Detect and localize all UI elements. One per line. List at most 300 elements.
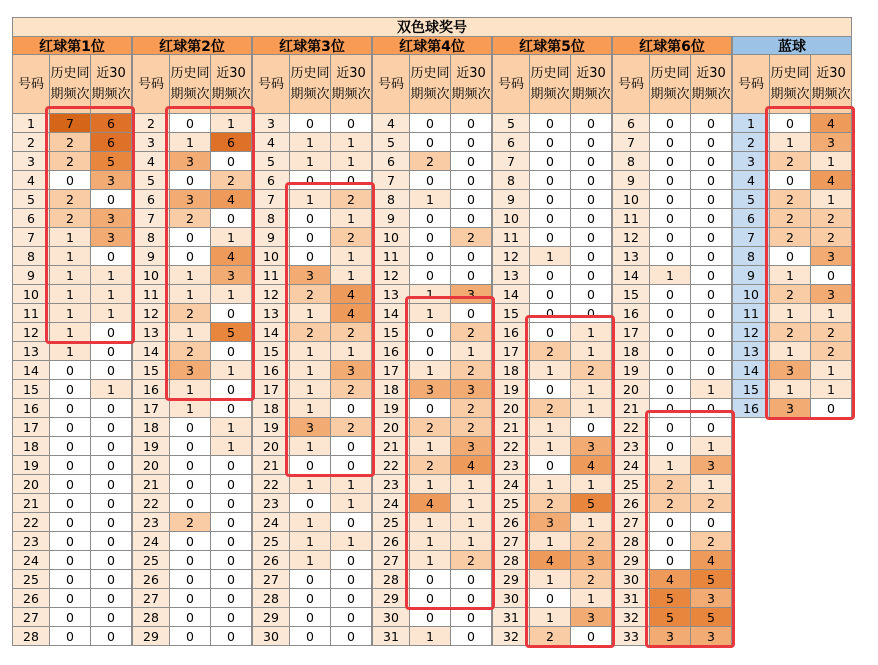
history-frequency: 1	[410, 532, 451, 551]
recent30-frequency: 0	[211, 494, 252, 513]
recent30-frequency: 0	[691, 304, 732, 323]
recent30-frequency: 0	[91, 475, 132, 494]
history-frequency: 1	[290, 133, 331, 152]
recent30-frequency: 1	[451, 475, 492, 494]
history-frequency-header: 历史同期频次	[770, 55, 811, 114]
recent30-frequency: 0	[691, 133, 732, 152]
ball-number: 13	[372, 285, 410, 304]
recent30-frequency: 1	[331, 247, 372, 266]
ball-number: 10	[612, 190, 650, 209]
recent30-frequency: 0	[451, 190, 492, 209]
ball-number: 23	[492, 456, 530, 475]
recent30-frequency: 1	[691, 475, 732, 494]
ball-number: 25	[372, 513, 410, 532]
ball-number: 13	[492, 266, 530, 285]
recent30-frequency: 1	[811, 152, 852, 171]
ball-number: 11	[732, 304, 770, 323]
ball-number: 15	[12, 380, 50, 399]
recent30-frequency: 0	[91, 247, 132, 266]
recent30-frequency: 0	[211, 608, 252, 627]
history-frequency: 0	[530, 380, 571, 399]
history-frequency: 0	[410, 399, 451, 418]
history-frequency: 0	[50, 456, 91, 475]
recent30-frequency: 3	[691, 456, 732, 475]
history-frequency: 7	[50, 114, 91, 133]
recent30-frequency: 0	[571, 190, 612, 209]
history-frequency: 0	[410, 589, 451, 608]
ball-number: 21	[492, 418, 530, 437]
recent30-frequency: 5	[571, 494, 612, 513]
history-frequency: 0	[290, 570, 331, 589]
ball-number: 28	[372, 570, 410, 589]
history-frequency: 0	[170, 437, 211, 456]
ball-number: 19	[12, 456, 50, 475]
history-frequency: 1	[50, 247, 91, 266]
recent30-frequency: 0	[91, 627, 132, 646]
ball-number: 25	[252, 532, 290, 551]
ball-number: 9	[732, 266, 770, 285]
recent30-frequency: 1	[571, 342, 612, 361]
recent30-frequency: 0	[91, 570, 132, 589]
history-frequency: 0	[170, 114, 211, 133]
recent30-frequency: 0	[451, 570, 492, 589]
ball-number: 10	[132, 266, 170, 285]
history-frequency-header: 历史同期频次	[650, 55, 691, 114]
recent30-frequency: 0	[211, 532, 252, 551]
recent30-frequency: 0	[91, 399, 132, 418]
ball-number: 3	[12, 152, 50, 171]
recent30-frequency: 3	[451, 285, 492, 304]
history-frequency: 2	[50, 133, 91, 152]
history-frequency: 0	[650, 361, 691, 380]
recent30-frequency: 0	[811, 266, 852, 285]
history-frequency: 0	[170, 228, 211, 247]
recent30-frequency: 0	[451, 304, 492, 323]
history-frequency: 0	[530, 190, 571, 209]
recent30-frequency: 2	[451, 361, 492, 380]
history-frequency: 1	[770, 342, 811, 361]
ball-number: 30	[492, 589, 530, 608]
recent30-frequency: 2	[811, 209, 852, 228]
history-frequency: 0	[650, 209, 691, 228]
ball-number: 14	[12, 361, 50, 380]
recent30-frequency: 1	[811, 190, 852, 209]
history-frequency: 1	[770, 380, 811, 399]
ball-number: 23	[612, 437, 650, 456]
recent30-frequency: 1	[331, 494, 372, 513]
ball-number: 8	[372, 190, 410, 209]
history-frequency: 0	[530, 152, 571, 171]
ball-number: 6	[12, 209, 50, 228]
group-header: 红球第5位	[492, 37, 612, 55]
history-frequency: 0	[170, 171, 211, 190]
history-frequency: 0	[50, 399, 91, 418]
recent30-frequency: 4	[811, 171, 852, 190]
history-frequency: 1	[290, 437, 331, 456]
recent30-frequency: 2	[811, 228, 852, 247]
recent30-frequency: 0	[451, 209, 492, 228]
history-frequency: 1	[530, 475, 571, 494]
ball-number: 2	[732, 133, 770, 152]
recent30-frequency: 6	[211, 133, 252, 152]
sheet-title: 双色球奖号	[12, 17, 852, 37]
ball-number: 6	[492, 133, 530, 152]
ball-number: 19	[372, 399, 410, 418]
ball-number: 10	[492, 209, 530, 228]
recent30-frequency-header: 近30期频次	[811, 55, 852, 114]
recent30-frequency: 0	[691, 361, 732, 380]
history-frequency: 1	[290, 532, 331, 551]
recent30-frequency: 0	[571, 133, 612, 152]
recent30-frequency: 0	[91, 418, 132, 437]
ball-number: 19	[132, 437, 170, 456]
history-frequency: 2	[530, 494, 571, 513]
history-frequency: 0	[170, 627, 211, 646]
recent30-frequency: 0	[451, 247, 492, 266]
recent30-frequency: 3	[451, 437, 492, 456]
ball-number: 18	[372, 380, 410, 399]
history-frequency: 1	[770, 133, 811, 152]
ball-number: 8	[252, 209, 290, 228]
history-frequency: 1	[290, 513, 331, 532]
ball-number: 20	[612, 380, 650, 399]
history-frequency: 0	[50, 589, 91, 608]
recent30-frequency: 1	[331, 342, 372, 361]
history-frequency: 1	[290, 152, 331, 171]
history-frequency: 0	[290, 589, 331, 608]
history-frequency: 1	[410, 361, 451, 380]
ball-number: 26	[612, 494, 650, 513]
history-frequency: 2	[770, 323, 811, 342]
recent30-frequency: 1	[571, 513, 612, 532]
recent30-frequency: 0	[331, 551, 372, 570]
ball-number: 9	[12, 266, 50, 285]
recent30-frequency: 1	[211, 437, 252, 456]
history-frequency: 2	[170, 342, 211, 361]
recent30-frequency: 4	[691, 551, 732, 570]
recent30-frequency: 0	[691, 342, 732, 361]
history-frequency: 0	[290, 494, 331, 513]
history-frequency: 1	[290, 361, 331, 380]
ball-number: 16	[252, 361, 290, 380]
recent30-frequency: 0	[691, 190, 732, 209]
recent30-frequency: 4	[451, 456, 492, 475]
ball-number: 24	[372, 494, 410, 513]
ball-number: 20	[492, 399, 530, 418]
ball-number: 12	[612, 228, 650, 247]
recent30-frequency: 6	[91, 133, 132, 152]
ball-number: 13	[252, 304, 290, 323]
recent30-frequency: 3	[571, 608, 612, 627]
history-frequency: 2	[770, 285, 811, 304]
history-frequency: 0	[410, 266, 451, 285]
ball-number: 7	[132, 209, 170, 228]
ball-number: 2	[12, 133, 50, 152]
recent30-frequency: 0	[91, 190, 132, 209]
ball-number: 14	[132, 342, 170, 361]
recent30-frequency: 1	[811, 361, 852, 380]
recent30-frequency: 3	[571, 551, 612, 570]
ball-number: 31	[372, 627, 410, 646]
history-frequency: 0	[770, 171, 811, 190]
recent30-frequency: 0	[331, 608, 372, 627]
ball-number: 3	[252, 114, 290, 133]
history-frequency: 0	[290, 247, 331, 266]
recent30-frequency: 0	[691, 418, 732, 437]
history-frequency: 1	[50, 266, 91, 285]
history-frequency: 1	[530, 247, 571, 266]
history-frequency: 0	[170, 551, 211, 570]
ball-number: 22	[132, 494, 170, 513]
ball-number: 26	[132, 570, 170, 589]
recent30-frequency: 0	[91, 551, 132, 570]
recent30-frequency: 5	[691, 608, 732, 627]
group-header: 红球第2位	[132, 37, 252, 55]
recent30-frequency: 1	[331, 152, 372, 171]
recent30-frequency: 1	[331, 475, 372, 494]
recent30-frequency: 0	[211, 456, 252, 475]
history-frequency: 0	[770, 247, 811, 266]
recent30-frequency: 3	[91, 171, 132, 190]
ball-number: 29	[492, 570, 530, 589]
history-frequency: 0	[410, 171, 451, 190]
recent30-frequency: 1	[91, 266, 132, 285]
history-frequency-header: 历史同期频次	[50, 55, 91, 114]
ball-number: 29	[252, 608, 290, 627]
history-frequency: 1	[50, 285, 91, 304]
ball-number: 16	[492, 323, 530, 342]
history-frequency: 1	[410, 190, 451, 209]
ball-number: 21	[372, 437, 410, 456]
history-frequency: 1	[410, 513, 451, 532]
recent30-frequency: 0	[571, 247, 612, 266]
recent30-frequency-header: 近30期频次	[571, 55, 612, 114]
ball-number: 9	[492, 190, 530, 209]
ball-number: 10	[252, 247, 290, 266]
ball-number: 20	[372, 418, 410, 437]
history-frequency: 0	[290, 608, 331, 627]
recent30-frequency: 0	[331, 570, 372, 589]
ball-number: 11	[132, 285, 170, 304]
ball-number: 19	[492, 380, 530, 399]
history-frequency: 5	[650, 589, 691, 608]
ball-number: 17	[372, 361, 410, 380]
recent30-frequency: 1	[91, 304, 132, 323]
history-frequency: 1	[530, 570, 571, 589]
recent30-frequency: 0	[691, 399, 732, 418]
ball-number: 22	[12, 513, 50, 532]
ball-number: 13	[732, 342, 770, 361]
recent30-frequency: 0	[211, 399, 252, 418]
recent30-frequency-header: 近30期频次	[451, 55, 492, 114]
history-frequency: 1	[290, 304, 331, 323]
recent30-frequency: 1	[691, 437, 732, 456]
ball-number: 25	[132, 551, 170, 570]
ball-number: 5	[252, 152, 290, 171]
history-frequency: 0	[650, 228, 691, 247]
ball-number: 15	[612, 285, 650, 304]
history-frequency: 0	[650, 190, 691, 209]
recent30-frequency: 0	[691, 114, 732, 133]
history-frequency: 0	[290, 114, 331, 133]
ball-number: 7	[372, 171, 410, 190]
recent30-frequency: 0	[91, 494, 132, 513]
ball-number: 7	[252, 190, 290, 209]
ball-number: 5	[732, 190, 770, 209]
recent30-frequency: 1	[211, 114, 252, 133]
ball-number: 18	[132, 418, 170, 437]
ball-number: 27	[612, 513, 650, 532]
ball-number: 25	[12, 570, 50, 589]
ball-number: 28	[132, 608, 170, 627]
recent30-frequency: 0	[691, 266, 732, 285]
ball-number: 22	[612, 418, 650, 437]
history-frequency: 2	[50, 152, 91, 171]
ball-number: 17	[252, 380, 290, 399]
recent30-frequency: 4	[571, 456, 612, 475]
ball-number: 9	[252, 228, 290, 247]
ball-number: 31	[612, 589, 650, 608]
recent30-frequency: 1	[451, 532, 492, 551]
ball-number: 16	[132, 380, 170, 399]
recent30-frequency: 2	[451, 323, 492, 342]
history-frequency: 0	[290, 171, 331, 190]
history-frequency-header: 历史同期频次	[290, 55, 331, 114]
ball-number: 27	[372, 551, 410, 570]
recent30-frequency: 0	[691, 152, 732, 171]
ball-number: 8	[732, 247, 770, 266]
history-frequency: 0	[770, 114, 811, 133]
history-frequency: 0	[170, 456, 211, 475]
history-frequency: 0	[170, 608, 211, 627]
recent30-frequency-header: 近30期频次	[91, 55, 132, 114]
ball-number: 29	[372, 589, 410, 608]
history-frequency: 3	[290, 418, 331, 437]
ball-number: 24	[12, 551, 50, 570]
ball-number: 29	[132, 627, 170, 646]
ball-number: 12	[252, 285, 290, 304]
ball-number: 23	[132, 513, 170, 532]
history-frequency: 1	[290, 399, 331, 418]
recent30-frequency-header: 近30期频次	[331, 55, 372, 114]
recent30-frequency: 3	[811, 247, 852, 266]
number-header: 号码	[132, 55, 170, 114]
recent30-frequency: 1	[211, 228, 252, 247]
history-frequency: 1	[290, 342, 331, 361]
history-frequency: 0	[50, 361, 91, 380]
history-frequency: 1	[50, 304, 91, 323]
recent30-frequency: 1	[571, 589, 612, 608]
recent30-frequency: 1	[811, 380, 852, 399]
history-frequency: 0	[170, 532, 211, 551]
history-frequency: 1	[290, 551, 331, 570]
recent30-frequency: 0	[211, 551, 252, 570]
history-frequency: 3	[770, 361, 811, 380]
ball-number: 2	[132, 114, 170, 133]
ball-number: 28	[492, 551, 530, 570]
recent30-frequency: 2	[451, 228, 492, 247]
recent30-frequency: 2	[571, 570, 612, 589]
recent30-frequency: 0	[91, 437, 132, 456]
recent30-frequency: 2	[331, 418, 372, 437]
recent30-frequency: 0	[91, 608, 132, 627]
recent30-frequency: 1	[571, 399, 612, 418]
recent30-frequency: 0	[451, 133, 492, 152]
history-frequency: 0	[650, 342, 691, 361]
history-frequency: 0	[50, 513, 91, 532]
recent30-frequency: 0	[211, 380, 252, 399]
recent30-frequency: 0	[91, 532, 132, 551]
recent30-frequency: 0	[211, 513, 252, 532]
ball-number: 26	[12, 589, 50, 608]
ball-number: 7	[492, 152, 530, 171]
recent30-frequency: 0	[91, 456, 132, 475]
ball-number: 13	[612, 247, 650, 266]
recent30-frequency: 0	[691, 209, 732, 228]
ball-number: 20	[252, 437, 290, 456]
history-frequency: 0	[650, 152, 691, 171]
recent30-frequency: 0	[571, 418, 612, 437]
recent30-frequency: 0	[211, 589, 252, 608]
ball-number: 8	[12, 247, 50, 266]
ball-number: 16	[372, 342, 410, 361]
history-frequency: 2	[530, 399, 571, 418]
recent30-frequency: 0	[571, 627, 612, 646]
history-frequency: 0	[410, 228, 451, 247]
history-frequency: 0	[170, 418, 211, 437]
history-frequency: 0	[650, 418, 691, 437]
history-frequency: 1	[170, 285, 211, 304]
history-frequency: 3	[530, 513, 571, 532]
history-frequency: 0	[650, 399, 691, 418]
ball-number: 20	[12, 475, 50, 494]
history-frequency: 1	[170, 133, 211, 152]
recent30-frequency: 1	[211, 361, 252, 380]
ball-number: 5	[492, 114, 530, 133]
ball-number: 17	[12, 418, 50, 437]
recent30-frequency: 4	[331, 304, 372, 323]
recent30-frequency: 0	[451, 114, 492, 133]
history-frequency: 1	[290, 380, 331, 399]
ball-number: 9	[612, 171, 650, 190]
history-frequency: 2	[50, 190, 91, 209]
recent30-frequency: 4	[211, 190, 252, 209]
ball-number: 22	[372, 456, 410, 475]
recent30-frequency: 0	[571, 114, 612, 133]
history-frequency: 1	[530, 532, 571, 551]
history-frequency-header: 历史同期频次	[410, 55, 451, 114]
history-frequency: 2	[410, 456, 451, 475]
ball-number: 18	[492, 361, 530, 380]
history-frequency: 2	[770, 228, 811, 247]
recent30-frequency: 3	[691, 627, 732, 646]
recent30-frequency: 0	[691, 228, 732, 247]
ball-number: 13	[132, 323, 170, 342]
recent30-frequency: 1	[451, 494, 492, 513]
ball-number: 4	[132, 152, 170, 171]
history-frequency: 0	[530, 209, 571, 228]
recent30-frequency: 0	[571, 266, 612, 285]
recent30-frequency: 3	[571, 437, 612, 456]
ball-number: 12	[732, 323, 770, 342]
ball-number: 21	[612, 399, 650, 418]
ball-number: 14	[372, 304, 410, 323]
ball-number: 16	[732, 399, 770, 418]
ball-number: 4	[732, 171, 770, 190]
recent30-frequency: 0	[451, 608, 492, 627]
history-frequency: 2	[650, 494, 691, 513]
ball-number: 33	[612, 627, 650, 646]
